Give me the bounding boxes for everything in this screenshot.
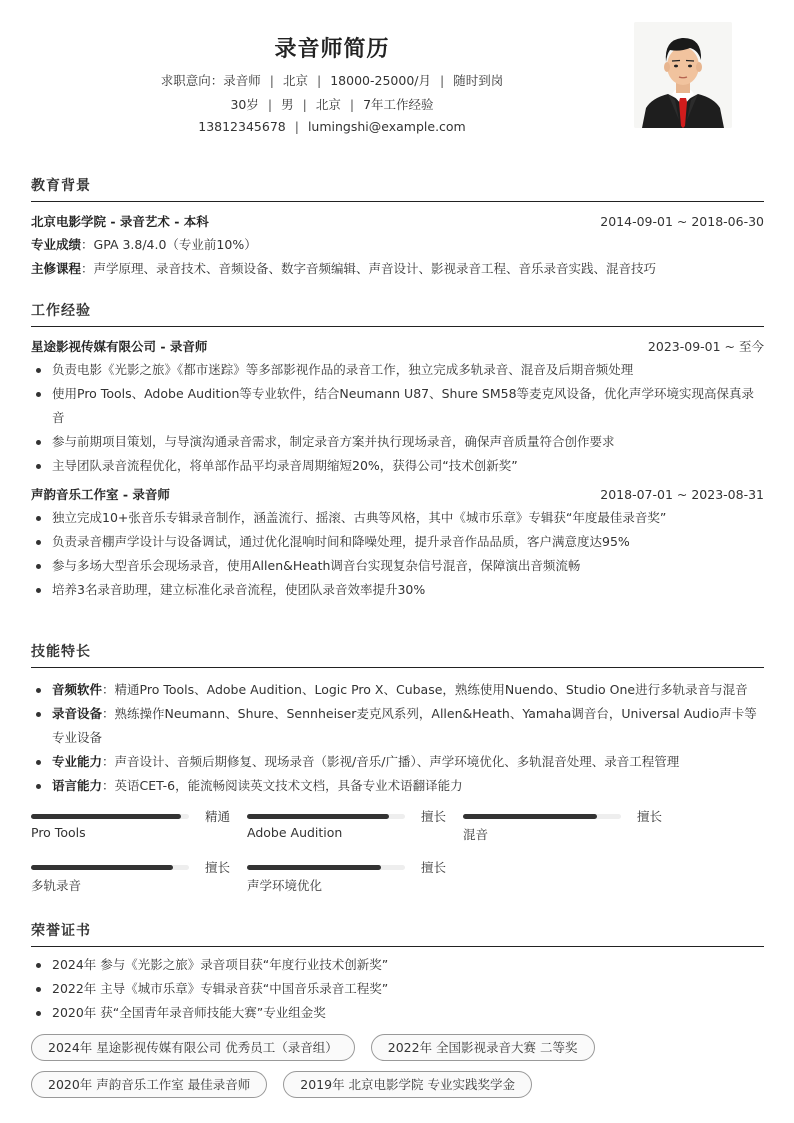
honor-tag: 2022年 全国影视录音大赛 二等奖 bbox=[371, 1034, 595, 1061]
job-bullet: 使用Pro Tools、Adobe Audition等专业软件，结合Neumann U87、Shure SM58等麦克风设备，优化声学环境实现高保真录音 bbox=[31, 382, 764, 430]
skill-label: 语言能力 bbox=[52, 778, 103, 793]
job-bullet: 负责电影《光影之旅》《都市迷踪》等多部影视作品的录音工作，独立完成多轨录音、混音及后期音频处理 bbox=[31, 358, 764, 382]
skill-bar-track bbox=[31, 814, 189, 819]
honor-tag: 2020年 声韵音乐工作室 最佳录音师 bbox=[31, 1071, 267, 1098]
section-title-honors: 荣誉证书 bbox=[31, 920, 764, 947]
skill-level: 擅长 bbox=[421, 860, 447, 875]
age: 30岁 bbox=[230, 97, 259, 112]
section-title-work: 工作经验 bbox=[31, 300, 764, 327]
skill-bar-track bbox=[463, 814, 621, 819]
work-section bbox=[31, 300, 764, 602]
skill-name: Adobe Audition bbox=[247, 825, 343, 840]
experience-years: 7年工作经验 bbox=[363, 97, 434, 112]
avatar-portrait-icon bbox=[634, 22, 732, 128]
honor-item: 2022年 主导《城市乐章》专辑录音获“中国音乐录音工程奖” bbox=[31, 977, 764, 1001]
skill-value: ：精通Pro Tools、Adobe Audition、Logic Pro X、Cubase，熟练使用Nuendo、Studio One进行多轨录音与混音 bbox=[102, 682, 748, 697]
gender: 男 bbox=[281, 97, 294, 112]
separator: | bbox=[317, 73, 322, 88]
section-title-skills: 技能特长 bbox=[31, 641, 764, 668]
skill-name: 声学环境优化 bbox=[247, 878, 323, 893]
job-bullet: 主导团队录音流程优化，将单部作品平均录音周期缩短20%，获得公司“技术创新奖” bbox=[31, 454, 764, 478]
job-intent-city: 北京 bbox=[283, 73, 309, 88]
skill-bar-mixing bbox=[463, 808, 663, 848]
skill-name: 混音 bbox=[463, 827, 489, 842]
skill-value: ：熟练操作Neumann、Shure、Sennheiser麦克风系列，Allen&Heath、Yamaha调音台，Universal Audio声卡等专业设备 bbox=[52, 706, 757, 745]
skill-bar-track bbox=[31, 865, 189, 870]
skill-value: ：声音设计、音频后期修复、现场录音（影视/音乐/广播）、声学环境优化、多轨混音处理、录音工程管理 bbox=[102, 754, 680, 769]
skill-bar-pro-tools bbox=[31, 808, 231, 848]
honors-list bbox=[31, 953, 764, 1025]
job-bullet: 培养3名录音助理，建立标准化录音流程，使团队录音效率提升30% bbox=[31, 578, 764, 602]
gpa-line bbox=[31, 233, 764, 257]
job-bullets bbox=[31, 358, 764, 478]
skill-bar-track bbox=[247, 865, 405, 870]
job-company-role: 星途影视传媒有限公司 - 录音师 bbox=[31, 339, 208, 354]
skill-level: 精通 bbox=[205, 809, 231, 824]
skill-level: 擅长 bbox=[421, 809, 447, 824]
job-bullet: 参与前期项目策划，与导演沟通录音需求，制定录音方案并执行现场录音，确保声音质量符合创作要求 bbox=[31, 430, 764, 454]
education-date: 2014-09-01 ~ 2018-06-30 bbox=[600, 214, 764, 229]
job-intent-position: 求职意向：录音师 bbox=[160, 73, 261, 88]
separator: | bbox=[440, 73, 445, 88]
honor-tags bbox=[31, 1034, 764, 1098]
email[interactable]: lumingshi@example.com bbox=[307, 119, 466, 134]
skill-label: 录音设备 bbox=[52, 706, 103, 721]
skill-value: ：英语CET-6，能流畅阅读英文技术文档，具备专业术语翻译能力 bbox=[102, 778, 463, 793]
skill-item bbox=[31, 774, 764, 798]
separator: | bbox=[302, 97, 307, 112]
skill-name: 多轨录音 bbox=[31, 878, 82, 893]
skill-item bbox=[31, 702, 764, 750]
skill-item bbox=[31, 750, 764, 774]
gpa-label: 专业成绩 bbox=[31, 237, 82, 252]
section-title-education: 教育背景 bbox=[31, 175, 764, 202]
gpa-value: ：GPA 3.8/4.0（专业前10%） bbox=[81, 237, 257, 252]
courses-line bbox=[31, 257, 764, 281]
honor-item: 2024年 参与《光影之旅》录音项目获“年度行业技术创新奖” bbox=[31, 953, 764, 977]
separator: | bbox=[269, 73, 274, 88]
job-date: 2023-09-01 ~ 至今 bbox=[647, 339, 764, 354]
job-bullet: 负责录音棚声学设计与设备调试，通过优化混响时间和降噪处理，提升录音作品品质，客户满意度达95% bbox=[31, 530, 764, 554]
job-intent-salary: 18000-25000/月 bbox=[330, 73, 431, 88]
skill-label: 专业能力 bbox=[52, 754, 103, 769]
courses-value: ：声学原理、录音技术、音频设备、数字音频编辑、声音设计、影视录音工程、音乐录音实践、混音技巧 bbox=[81, 261, 657, 276]
separator: | bbox=[267, 97, 273, 112]
location: 北京 bbox=[315, 97, 341, 112]
honors-section bbox=[31, 920, 764, 1098]
skill-bar-track bbox=[247, 814, 405, 819]
job-company-role: 声韵音乐工作室 - 录音师 bbox=[31, 487, 170, 502]
skill-bar-multitrack bbox=[31, 859, 231, 899]
skill-bar-fill bbox=[31, 814, 181, 819]
education-section bbox=[31, 175, 764, 281]
contact-line bbox=[0, 119, 664, 134]
skill-level: 擅长 bbox=[637, 809, 663, 824]
separator: | bbox=[294, 119, 299, 134]
job-entry-head bbox=[31, 484, 764, 506]
skill-bar-fill bbox=[247, 865, 381, 870]
skill-level: 擅长 bbox=[205, 860, 231, 875]
job-entry-head bbox=[31, 336, 764, 358]
job-date: 2018-07-01 ~ 2023-08-31 bbox=[600, 487, 764, 502]
skill-label: 音频软件 bbox=[52, 682, 103, 697]
phone: 13812345678 bbox=[198, 119, 286, 134]
skill-bars bbox=[31, 804, 764, 904]
job-intent-line bbox=[0, 71, 664, 89]
skill-bar-fill bbox=[31, 865, 173, 870]
job-bullet: 独立完成10+张音乐专辑录音制作，涵盖流行、摇滚、古典等风格，其中《城市乐章》专辑获“年度最佳录音奖” bbox=[31, 506, 764, 530]
courses-label: 主修课程 bbox=[31, 261, 82, 276]
honor-tag: 2024年 星途影视传媒有限公司 优秀员工（录音组） bbox=[31, 1034, 355, 1061]
school-degree: 北京电影学院 - 录音艺术 - 本科 bbox=[31, 214, 209, 229]
skills-section bbox=[31, 641, 764, 904]
skill-bar-fill bbox=[463, 814, 597, 819]
job-bullets bbox=[31, 506, 764, 602]
skill-bar-adobe-audition bbox=[247, 808, 447, 848]
skills-list bbox=[31, 678, 764, 798]
skill-item bbox=[31, 678, 764, 702]
skill-name: Pro Tools bbox=[31, 825, 86, 840]
honor-item: 2020年 获“全国青年录音师技能大赛”专业组金奖 bbox=[31, 1001, 764, 1025]
skill-bar-acoustics bbox=[247, 859, 447, 899]
honor-tag: 2019年 北京电影学院 专业实践奖学金 bbox=[283, 1071, 532, 1098]
skill-bar-fill bbox=[247, 814, 389, 819]
job-bullet: 参与多场大型音乐会现场录音，使用Allen&Heath调音台实现复杂信号混音，保障演出音频流畅 bbox=[31, 554, 764, 578]
separator: | bbox=[349, 97, 355, 112]
avatar bbox=[634, 22, 732, 128]
education-entry-head bbox=[31, 211, 764, 233]
job-intent-availability: 随时到岗 bbox=[453, 73, 504, 88]
basic-info-line bbox=[0, 95, 664, 113]
resume-title: 录音师简历 bbox=[274, 37, 390, 62]
